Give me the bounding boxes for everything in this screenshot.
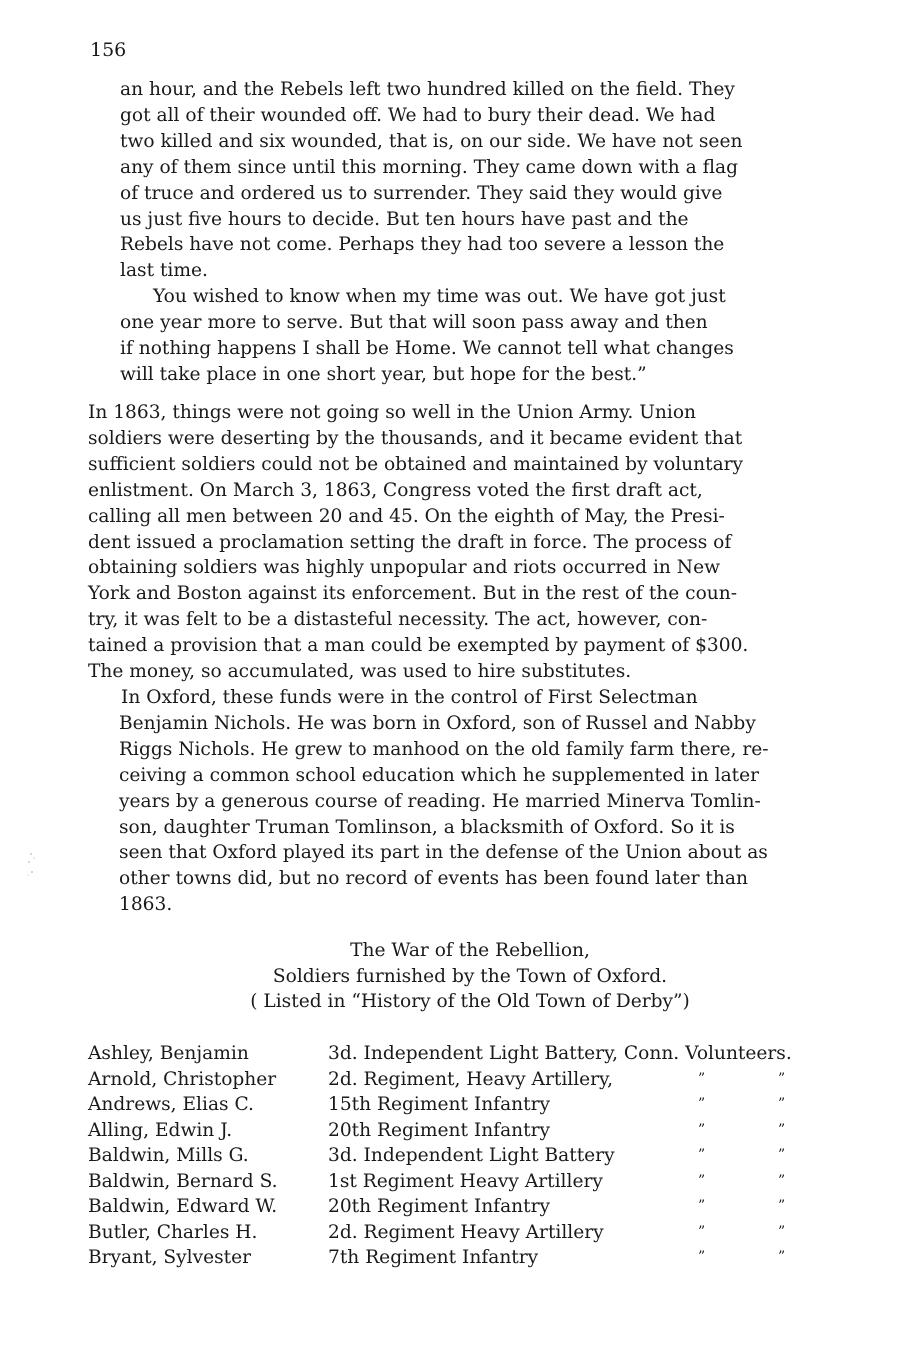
text-line: In 1863, things were not going so well in the Union Army. Union — [88, 402, 697, 423]
text-line: son, daughter Truman Tomlinson, a blacksmith of Oxford. So it is — [119, 816, 735, 838]
soldier-name: Ashley, Benjamin — [88, 1043, 249, 1064]
text-line: years by a generous course of reading. He married Minerva Tomlin- — [119, 790, 761, 812]
soldier-unit: 2d. Regiment, Heavy Artillery, — [328, 1068, 613, 1090]
roster-row — [88, 1245, 868, 1271]
text-line: ceiving a common school education which he supplemented in later — [119, 764, 760, 786]
ditto-mark: ” — [778, 1070, 786, 1087]
text-line: calling all men between 20 and 45. On the eighth of May, the Presi- — [88, 505, 725, 527]
ditto-mark: ” — [778, 1223, 786, 1240]
roster-row — [88, 1169, 868, 1195]
text-line: Benjamin Nichols. He was born in Oxford, son of Russel and Nabby — [119, 712, 756, 734]
ditto-mark: ” — [778, 1147, 786, 1163]
text-line: last time. — [120, 260, 208, 282]
ditto-mark: ” — [778, 1172, 786, 1189]
text-line: dent issued a proclamation setting the draft in force. The process of — [88, 531, 732, 553]
ditto-mark: ” — [778, 1198, 786, 1214]
roster-row — [88, 1118, 868, 1144]
text-line: The money, so accumulated, was used to hire substitutes. — [88, 661, 632, 683]
text-line: of truce and ordered us to surrender. They said they would give — [120, 182, 723, 204]
text-line: soldiers were deserting by the thousands, and it became evident that — [88, 427, 743, 449]
text-line: us just five hours to decide. But ten hours have past and the — [120, 208, 689, 230]
ditto-mark: ” — [698, 1198, 706, 1214]
text-line: one year more to serve. But that will soon pass away and then — [120, 312, 708, 334]
ditto-mark: ” — [778, 1121, 786, 1138]
soldier-roster — [88, 1041, 868, 1271]
text-line: In Oxford, these funds were in the control of First Selectman — [121, 686, 698, 708]
text-line: Riggs Nichols. He grew to manhood on the old family farm there, re- — [119, 738, 769, 760]
text-line: enlistment. On March 3, 1863, Congress voted the first draft act, — [88, 479, 703, 501]
roster-title — [0, 938, 900, 1015]
letter-paragraph-1 — [120, 77, 840, 284]
soldier-name: Butler, Charles H. — [88, 1221, 258, 1243]
text-line: try, it was felt to be a distasteful necessity. The act, however, con- — [88, 609, 708, 631]
ditto-mark: ” — [778, 1249, 786, 1265]
soldier-name: Baldwin, Mills G. — [88, 1145, 249, 1166]
letter-paragraph-2 — [120, 284, 840, 388]
soldier-name: Bryant, Sylvester — [88, 1247, 252, 1268]
text-line: 1863. — [119, 894, 173, 916]
roster-source-line: ( Listed in “History of the Old Town of Derby”) — [250, 991, 690, 1013]
roster-row — [88, 1067, 868, 1093]
ditto-mark: ” — [698, 1172, 706, 1189]
text-line: an hour, and the Rebels left two hundred killed on the field. They — [120, 79, 735, 100]
ditto-mark: ” — [698, 1121, 706, 1138]
text-line: two killed and six wounded, that is, on our side. We have not seen — [120, 130, 743, 152]
soldier-name: Arnold, Christopher — [88, 1068, 277, 1090]
soldier-unit: 2d. Regiment Heavy Artillery — [328, 1221, 604, 1243]
roster-subtitle-line: Soldiers furnished by the Town of Oxford. — [272, 965, 668, 987]
ditto-mark: ” — [698, 1223, 706, 1240]
body-text — [88, 400, 848, 918]
roster-row — [88, 1220, 868, 1246]
roster-row — [88, 1194, 868, 1220]
roster-row — [88, 1041, 868, 1067]
soldier-unit: 20th Regiment Infantry — [328, 1119, 550, 1141]
text-line: obtaining soldiers was highly unpopular and riots occurred in New — [88, 557, 720, 579]
text-line: Rebels have not come. Perhaps they had too severe a lesson the — [120, 234, 725, 256]
text-line: will take place in one short year, but hope for the best.” — [120, 363, 647, 385]
text-line: sufficient soldiers could not be obtained and maintained by voluntary — [88, 453, 744, 475]
body-paragraph-1 — [88, 400, 848, 685]
soldier-name: Andrews, Elias C. — [88, 1094, 254, 1115]
text-line: got all of their wounded off. We had to bury their dead. We had — [120, 104, 716, 126]
text-line: any of them since until this morning. They came down with a flag — [120, 156, 738, 178]
roster-title-line: The War of the Rebellion, — [350, 940, 590, 961]
soldier-unit: 7th Regiment Infantry — [328, 1247, 539, 1268]
body-paragraph-2 — [88, 685, 848, 918]
soldier-unit: 1st Regiment Heavy Artillery — [328, 1170, 603, 1192]
text-line: other towns did, but no record of events has been found later than — [119, 868, 748, 890]
text-line: tained a provision that a man could be exempted by payment of $300. — [88, 635, 749, 657]
soldier-unit: 20th Regiment Infantry — [328, 1196, 550, 1217]
text-line: You wished to know when my time was out. We have got just — [153, 286, 726, 308]
ditto-mark: ” — [698, 1096, 706, 1112]
scan-speck — [22, 848, 40, 878]
ditto-mark: ” — [698, 1147, 706, 1163]
ditto-mark: ” — [778, 1096, 786, 1112]
soldier-name: Baldwin, Edward W. — [88, 1196, 278, 1217]
page-number: 156 — [90, 39, 127, 61]
text-line: York and Boston against its enforcement. But in the rest of the coun- — [88, 583, 738, 605]
soldier-name: Baldwin, Bernard S. — [88, 1170, 278, 1192]
text-line: if nothing happens I shall be Home. We cannot tell what changes — [120, 338, 734, 360]
soldier-unit: 15th Regiment Infantry — [328, 1094, 550, 1115]
ditto-mark: ” — [698, 1249, 706, 1265]
ditto-mark: ” — [698, 1070, 706, 1087]
roster-row — [88, 1092, 868, 1118]
soldier-unit: 3d. Independent Light Battery — [328, 1145, 615, 1166]
soldier-name: Alling, Edwin J. — [88, 1119, 233, 1141]
soldier-unit: 3d. Independent Light Battery, Conn. Volunteers. — [328, 1043, 792, 1064]
text-line: seen that Oxford played its part in the defense of the Union about as — [119, 842, 768, 864]
letter-quote — [120, 77, 840, 388]
roster-row — [88, 1143, 868, 1169]
